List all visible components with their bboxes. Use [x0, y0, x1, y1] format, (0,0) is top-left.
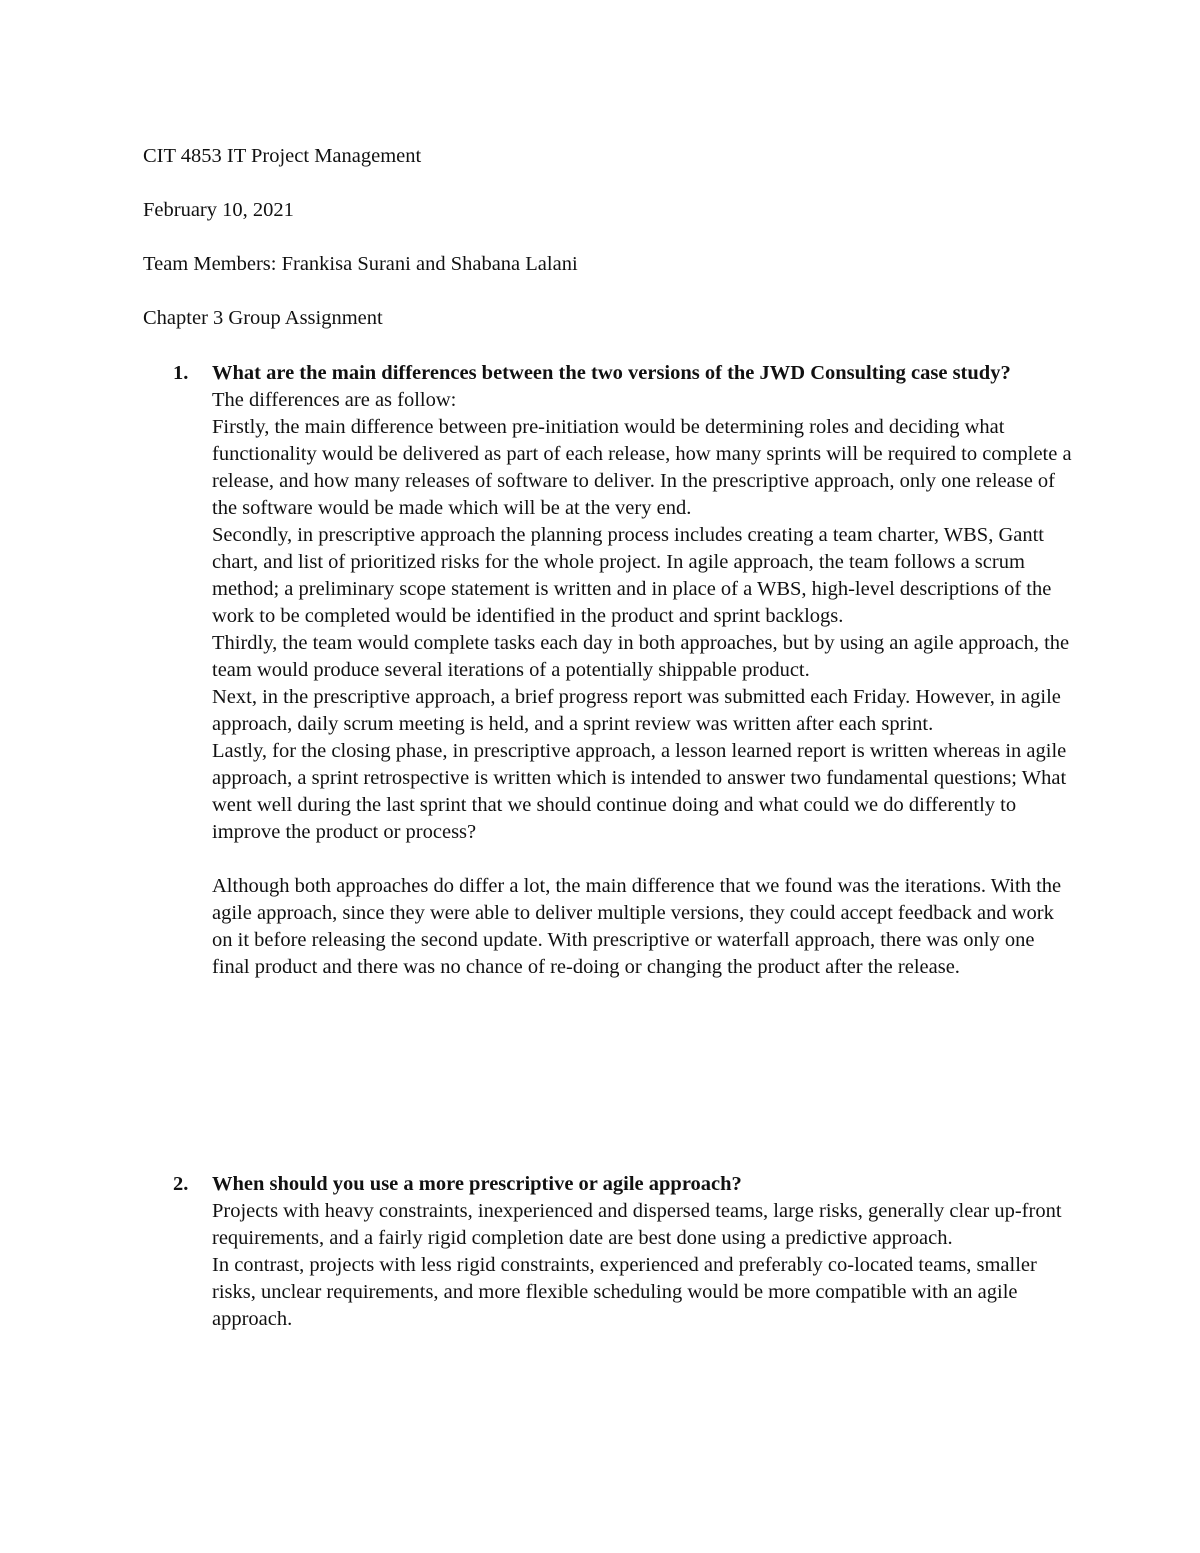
paragraph-gap: [212, 846, 1072, 873]
document-date: February 10, 2021: [143, 199, 294, 221]
question-1-body: [212, 360, 1072, 981]
answer-1-lastly: Lastly, for the closing phase, in prescriptive approach, a lesson learned report is written whereas in agile approach, a sprint retrospective is written which is intended to answer two fundamental questions; What went well during the last sprint that we should continue doing and what could we do differently to improve the product or process?: [212, 740, 1067, 843]
question-2-body: [212, 1171, 1072, 1333]
answer-2-agile: In contrast, projects with less rigid constraints, experienced and preferably co-located teams, smaller risks, unclear requirements, and more flexible scheduling would be more compatible with an agile approach.: [212, 1254, 1037, 1330]
question-1-title: What are the main differences between the two versions of the JWD Consulting case study?: [212, 362, 1011, 384]
answer-1-intro: The differences are as follow:: [212, 389, 457, 411]
answer-2-predictive: Projects with heavy constraints, inexperienced and dispersed teams, large risks, generally clear up-front requirements, and a fairly rigid completion date are best done using a predictive approach.: [212, 1200, 1062, 1249]
team-members: Team Members: Frankisa Surani and Shabana Lalani: [143, 253, 578, 275]
answer-1-firstly: Firstly, the main difference between pre-initiation would be determining roles and deciding what functionality would be delivered as part of each release, how many sprints will be required to complete a release, and how many releases of software to deliver. In the prescriptive approach, only one release of the software would be made which will be at the very end.: [212, 416, 1072, 519]
question-2-title: When should you use a more prescriptive or agile approach?: [212, 1173, 742, 1195]
answer-1-summary: Although both approaches do differ a lot, the main difference that we found was the iterations. With the agile approach, since they were able to deliver multiple versions, they could accept feedback and work on it before releasing the second update. With prescriptive or waterfall approach, there was only one final product and there was no chance of re-doing or changing the product after the release.: [212, 875, 1062, 978]
question-2-number: 2.: [173, 1173, 189, 1195]
question-1-number: 1.: [173, 362, 189, 384]
answer-1-thirdly: Thirdly, the team would complete tasks each day in both approaches, but by using an agile approach, the team would produce several iterations of a potentially shippable product.: [212, 632, 1070, 681]
course-title: CIT 4853 IT Project Management: [143, 145, 422, 167]
answer-1-secondly: Secondly, in prescriptive approach the planning process includes creating a team charter, WBS, Gantt chart, and list of prioritized risks for the whole project. In agile approach, the team follows a scrum method; a preliminary scope statement is written and in place of a WBS, high-level descriptions of the work to be completed would be identified in the product and sprint backlogs.: [212, 524, 1052, 627]
answer-1-next: Next, in the prescriptive approach, a brief progress report was submitted each Friday. However, in agile approach, daily scrum meeting is held, and a sprint review was written after each sprint.: [212, 686, 1061, 735]
assignment-title: Chapter 3 Group Assignment: [143, 307, 383, 329]
